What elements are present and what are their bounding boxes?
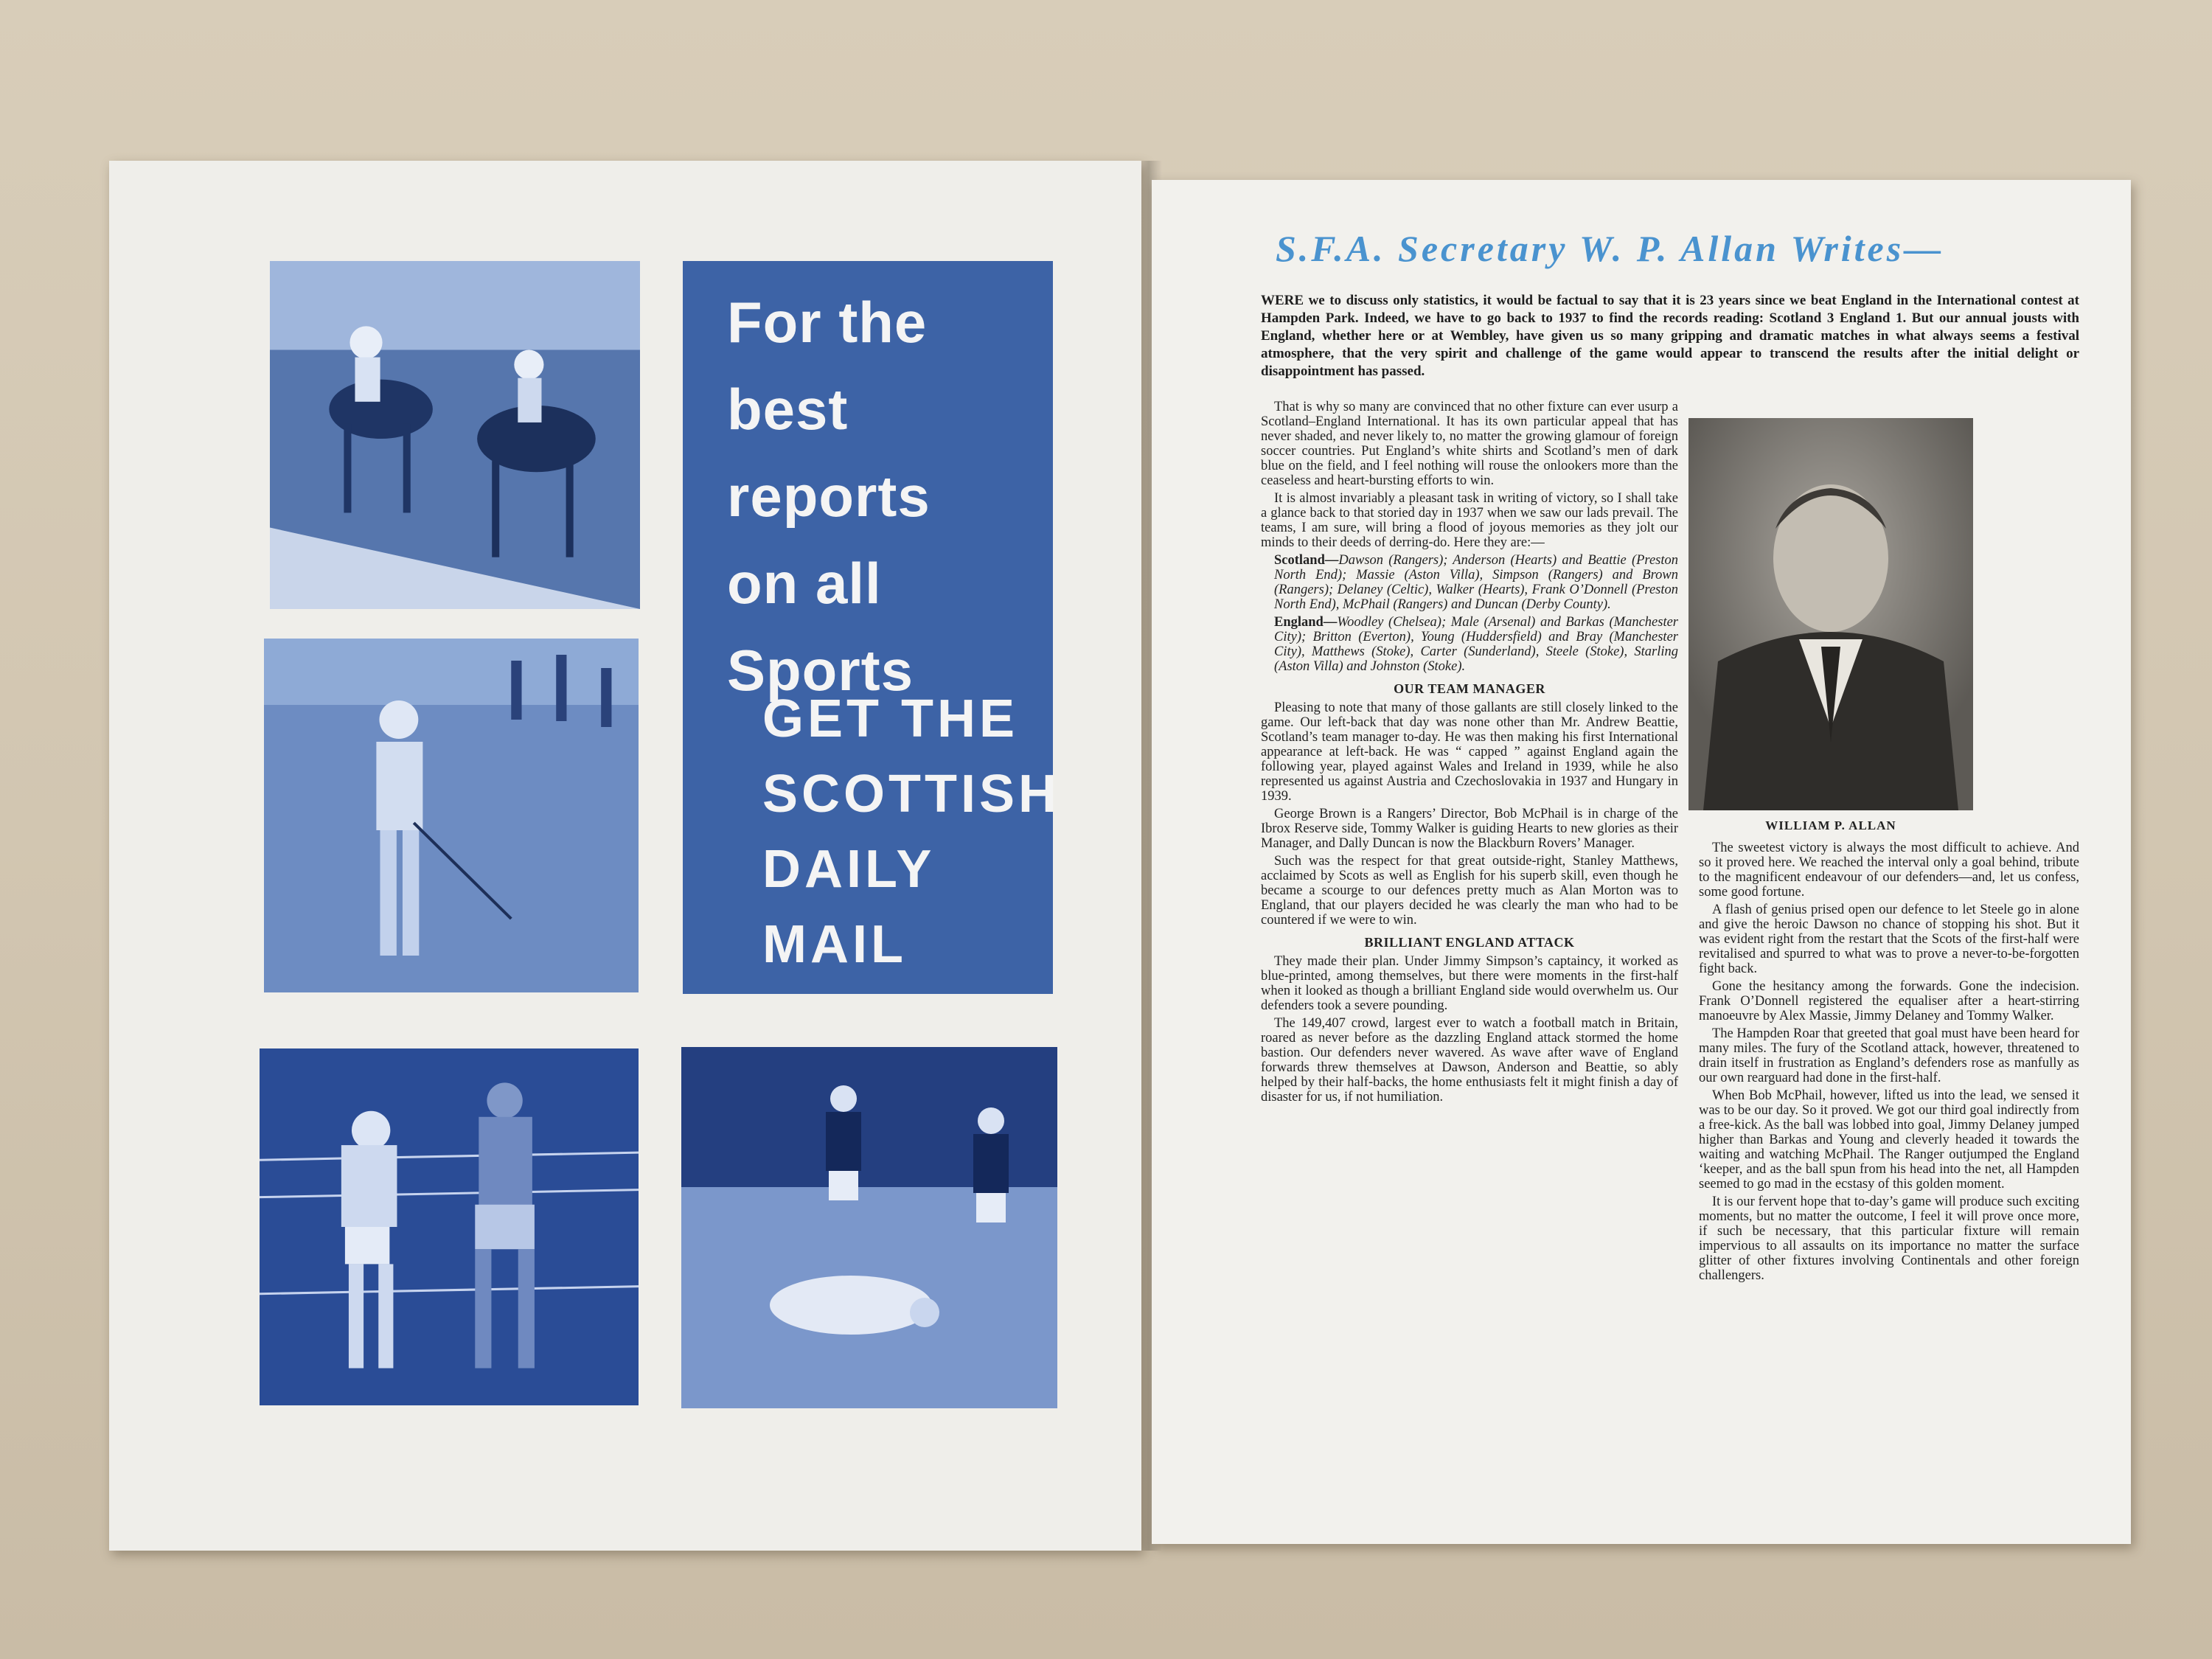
portrait-photo bbox=[1688, 418, 1973, 810]
scotland-team-label: Scotland— bbox=[1274, 553, 1339, 568]
paragraph: The 149,407 crowd, largest ever to watch a football match in Britain, roared as never before as the dazzling England attack stormed the home bastion. Our defenders never wavered. As wave after wave of England forwards threw themselves at Dawson, Anderson and Beattie, so ably helped by their half-backs, the home enthusiasts felt it might finish a day of disaster for us, if not humiliation. bbox=[1261, 1016, 1678, 1105]
paragraph: The sweetest victory is always the most difficult to achieve. And so it proved here. We reached the interval only a goal behind, tribute to the magnificent endeavour of our defenders—and, let us confess, some good fortune. bbox=[1699, 841, 2079, 900]
article-lead: WERE we to discuss only statistics, it would be factual to say that it is 23 years since we beat England in the International contest at Hampden Park. Indeed, we have to go back to 1937 to find the records reading: Scotland 3 England 1. But our annual jousts with England, whether here or at Wembley, have given us so many gripping and dramatic matches in what always seems a festival atmosphere, that the very spirit and challenge of the game would appear to transcend the results after the initial delight or disappointment has passed. bbox=[1261, 293, 2079, 379]
ad-headline-line: For the bbox=[727, 290, 928, 355]
section-heading-attack: BRILLIANT ENGLAND ATTACK bbox=[1364, 935, 1575, 950]
paragraph: Such was the respect for that great outside-right, Stanley Matthews, acclaimed by Scots as well as English for his superb skill, even though he became a scourge to our defences pretty much as Alan Morton was to England, that our players decided he was clearly the man who had to be countered if we were to win. bbox=[1261, 854, 1678, 928]
scotland-team-names: Dawson (Rangers); Anderson (Hearts) and Beattie (Preston North End); Massie (Aston Villa), Simpson (Rangers) and Brown (Rangers); Delaney (Celtic), Walker (Hearts), Frank O’Donnell (Preston North End), McPhail (Rangers) and Duncan (Derby County). bbox=[1274, 553, 1678, 612]
paragraph: The Hampden Roar that greeted that goal must have been heard for many miles. The fury of the Scotland attack, however, threatened to drain itself in frustration as England’s defenders rose as manfully as our own rearguard had done in the first-half. bbox=[1699, 1026, 2079, 1085]
golf-photo bbox=[264, 639, 639, 992]
paragraph: Gone the hesitancy among the forwards. Gone the indecision. Frank O’Donnell registered the equaliser after a heart-stirring manoeuvre by Alex Massie, Jimmy Delaney and Tommy Walker. bbox=[1699, 979, 2079, 1023]
article-column-right bbox=[1699, 841, 2079, 1286]
paragraph: When Bob McPhail, however, lifted us into the lead, we sensed it was to be our day. So it proved. We got our third goal indirectly from a free-kick. As the ball was lobbed into goal, Jimmy Delaney jumped higher than Barkas and Young and cleverly headed it towards the waiting and watching McPhail. The Ranger outjumped the England ‘keeper, and as the ball spun from his head into the net, all Hampden seemed to go mad in the ecstasy of this golden moment. bbox=[1699, 1088, 2079, 1192]
england-team-list bbox=[1261, 615, 1678, 674]
paragraph: A flash of genius prised open our defence to let Steele go in alone and give the heroic Dawson no chance of stopping his shot. But it was evident right from the restart that the Scots of the first-half were revitalised and spurred to what was to prove a never-to-be-forgotten fight back. bbox=[1699, 902, 2079, 976]
ad-cta-line: GET THE bbox=[762, 689, 1019, 748]
ad-headline bbox=[727, 279, 1044, 714]
ad-headline-line: reports bbox=[727, 464, 931, 529]
paragraph: Pleasing to note that many of those gallants are still closely linked to the game. Our left-back that day was none other than Mr. Andrew Beattie, Scotland’s team manager to-day. He was then making his first International appearance at left-back. He was “ capped ” against England again the following year, played against Wales and Ireland in 1939, while he also represented us against Austria and Czechoslovakia in 1937 and Hungary in 1939. bbox=[1261, 700, 1678, 804]
paragraph: It is almost invariably a pleasant task in writing of victory, so I shall take a glance back to that storied day in 1937 when we saw our lads prevail. The teams, I am sure, will bring a flood of joyous memories as they jolt our minds to their deeds of derring-do. Here they are:— bbox=[1261, 491, 1678, 550]
ad-headline-line: Sports bbox=[727, 638, 914, 703]
ad-call-to-action bbox=[762, 681, 1061, 982]
horse-racing-photo bbox=[270, 261, 640, 609]
scotland-team-list bbox=[1261, 553, 1678, 612]
ad-cta-line: DAILY bbox=[762, 840, 936, 899]
boxing-photo bbox=[260, 1048, 639, 1405]
ad-cta-line: MAIL bbox=[762, 915, 907, 974]
right-page bbox=[1152, 180, 2131, 1544]
ad-headline-line: on all bbox=[727, 551, 882, 616]
article-column-left bbox=[1261, 400, 1678, 1107]
article-title: S.F.A. Secretary W. P. Allan Writes— bbox=[1276, 228, 1944, 269]
england-team-names: Woodley (Chelsea); Male (Arsenal) and Barkas (Manchester City); Britton (Everton), Young (Huddersfield) and Bray (Manchester City), Matthews (Stoke), Carter (Sunderland), Steele (Stoke), Starling (Aston Villa) and Johnston (Stoke). bbox=[1274, 615, 1678, 674]
paragraph: George Brown is a Rangers’ Director, Bob McPhail is in charge of the Ibrox Reserve side, Tommy Walker is guiding Hearts to new glories as their Manager, and Dally Duncan is now the Blackburn Rovers’ Manager. bbox=[1261, 807, 1678, 851]
portrait-caption: WILLIAM P. ALLAN bbox=[1765, 818, 1896, 832]
ad-cta-line: SCOTTISH bbox=[762, 765, 1061, 824]
ad-headline-line: best bbox=[727, 377, 849, 442]
paragraph: It is our fervent hope that to-day’s game will produce such exciting moments, but no matter the outcome, I feel it will prove once more, if such be necessary, that this particular fixture will remain impervious to all assaults on its importance no matter the surface glitter of other fixtures involving Continentals and other foreign challengers. bbox=[1699, 1194, 2079, 1283]
daily-mail-ad bbox=[683, 261, 1061, 994]
left-page bbox=[109, 161, 1141, 1551]
section-heading-manager: OUR TEAM MANAGER bbox=[1394, 681, 1545, 696]
paragraph: They made their plan. Under Jimmy Simpson’s captaincy, it worked as blue-printed, among themselves, but there were moments in the first-half when it looked as though a brilliant England side would overwhelm us. Our defenders took a severe pounding. bbox=[1261, 954, 1678, 1013]
england-team-label: England— bbox=[1274, 615, 1338, 630]
paragraph: That is why so many are convinced that no other fixture can ever usurp a Scotland–England International. It has its own particular appeal that has never shaded, and never likely to, no matter the growing glamour of foreign soccer countries. Put England’s white shirts and Scotland’s men of dark blue on the field, and I feel nothing will rouse the onlookers more than the ceaseless and heart-bursting efforts to win. bbox=[1261, 400, 1678, 488]
football-photo bbox=[681, 1047, 1057, 1408]
